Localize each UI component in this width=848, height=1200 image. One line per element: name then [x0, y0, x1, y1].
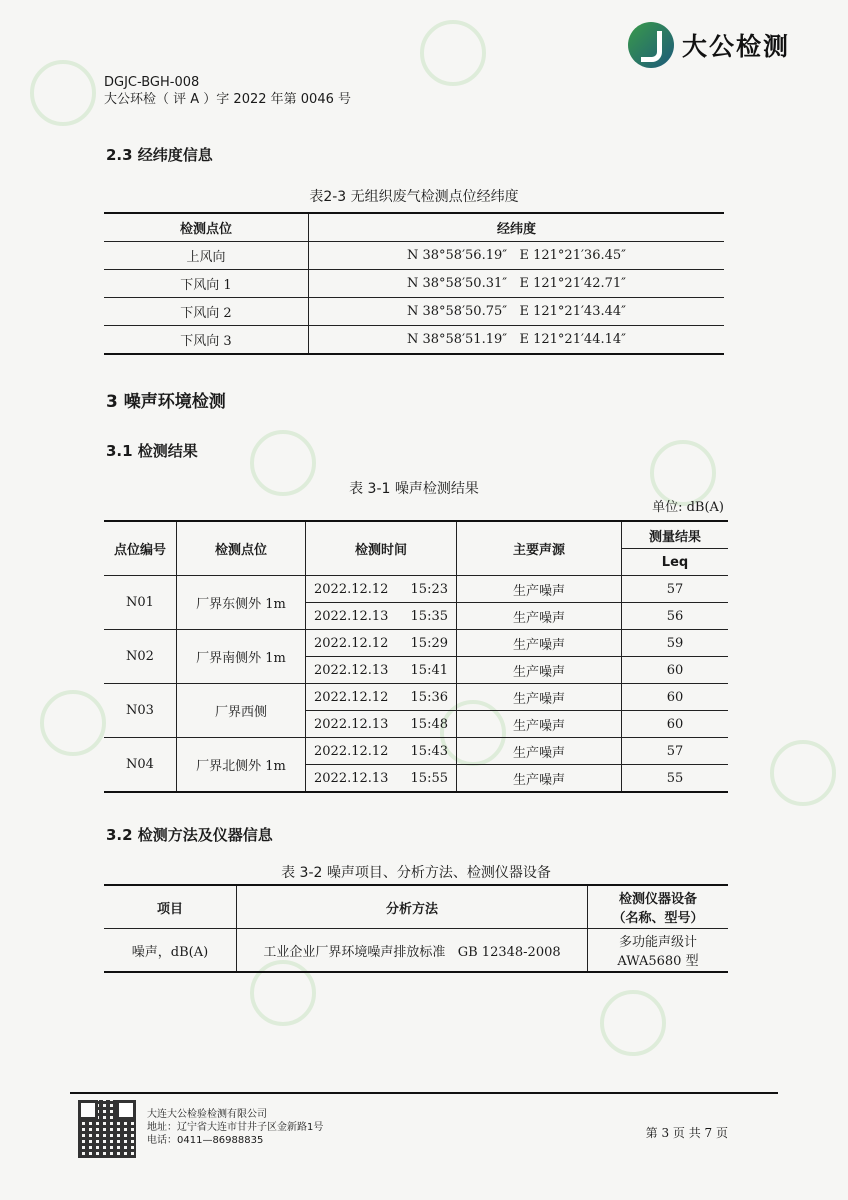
table-cell: 生产噪声: [457, 765, 622, 793]
table-header: 检测点位: [177, 521, 306, 576]
table-cell: N02: [104, 630, 177, 684]
table-cell: 生产噪声: [457, 684, 622, 711]
table-cell: N 38°58′50.31″ E 121°21′42.71″: [309, 270, 725, 298]
watermark-logo-icon: [30, 60, 96, 126]
table-header: 分析方法: [237, 885, 588, 929]
table-cell: 厂界西侧: [177, 684, 306, 738]
section-3-heading: 3 噪声环境检测: [106, 392, 226, 412]
table-header: 主要声源: [457, 521, 622, 576]
table-3-1-caption: 表 3-1 噪声检测结果: [349, 481, 479, 497]
footer-phone: 电话：0411—86988835: [147, 1135, 264, 1146]
table-cell: 厂界北侧外 1m: [177, 738, 306, 793]
table-cell: 2022.12.12 15:29: [306, 630, 457, 657]
table-row: [104, 326, 724, 355]
report-number: 大公环检（ 评 A ）字 2022 年第 0046 号: [104, 92, 351, 107]
table-row: [104, 738, 728, 765]
doc-code: DGJC-BGH-008: [104, 75, 200, 90]
section-3-2-heading: 3.2 检测方法及仪器信息: [106, 826, 273, 844]
page-number: 第 3 页 共 7 页: [645, 1126, 728, 1140]
table-cell: N 38°58′56.19″ E 121°21′36.45″: [309, 242, 725, 270]
table-cell: 生产噪声: [457, 711, 622, 738]
table-row: [104, 929, 728, 973]
footer-company-info: [147, 1108, 323, 1147]
table-header: 检测时间: [306, 521, 457, 576]
company-logo: [628, 22, 790, 68]
method-instrument-table: [104, 884, 728, 973]
table-header: 检测仪器设备 （名称、型号）: [588, 885, 729, 929]
table-3-2-caption: 表 3-2 噪声项目、分析方法、检测仪器设备: [281, 865, 551, 881]
table-row: [104, 270, 724, 298]
table-cell: 2022.12.12 15:36: [306, 684, 457, 711]
table-2-3-caption: 表2-3 无组织废气检测点位经纬度: [309, 189, 519, 205]
table-cell: 57: [622, 576, 729, 603]
watermark-logo-icon: [420, 20, 486, 86]
table-cell: 厂界南侧外 1m: [177, 630, 306, 684]
table-cell: 上风向: [104, 242, 309, 270]
footer-divider: [70, 1092, 778, 1094]
table-cell: 下风向 3: [104, 326, 309, 355]
table-cell: 2022.12.12 15:23: [306, 576, 457, 603]
table-cell: 60: [622, 684, 729, 711]
footer-company-name: 大连大公检验检测有限公司: [147, 1109, 267, 1120]
qr-code-icon: [78, 1100, 136, 1158]
table-header: Leq: [622, 549, 729, 576]
table-cell: 56: [622, 603, 729, 630]
table-cell: 2022.12.13 15:55: [306, 765, 457, 793]
footer-address: 地址：辽宁省大连市甘井子区金新路1号: [147, 1122, 324, 1133]
table-cell: 工业企业厂界环境噪声排放标准 GB 12348-2008: [237, 929, 588, 973]
table-header: 检测点位: [104, 213, 309, 242]
table-header: 测量结果: [622, 521, 729, 549]
table-cell: 生产噪声: [457, 657, 622, 684]
table-header: 项目: [104, 885, 237, 929]
table-cell: 2022.12.13 15:41: [306, 657, 457, 684]
table-cell: 生产噪声: [457, 603, 622, 630]
table-header: 点位编号: [104, 521, 177, 576]
table-row: [104, 576, 728, 603]
table-cell: 下风向 2: [104, 298, 309, 326]
watermark-logo-icon: [40, 690, 106, 756]
table-cell: 2022.12.13 15:48: [306, 711, 457, 738]
table-cell: N 38°58′51.19″ E 121°21′44.14″: [309, 326, 725, 355]
table-row: [104, 684, 728, 711]
logo-text: 大公检测: [681, 32, 790, 61]
table-cell: 生产噪声: [457, 738, 622, 765]
table-cell: 55: [622, 765, 729, 793]
table-row: [104, 242, 724, 270]
table-cell: 多功能声级计 AWA5680 型: [588, 929, 729, 973]
table-cell: 噪声，dB(A): [104, 929, 237, 973]
table-row: [104, 630, 728, 657]
table-cell: 2022.12.13 15:35: [306, 603, 457, 630]
section-3-1-heading: 3.1 检测结果: [106, 442, 198, 460]
table-cell: 60: [622, 657, 729, 684]
table-cell: 厂界东侧外 1m: [177, 576, 306, 630]
table-cell: 57: [622, 738, 729, 765]
table-cell: N 38°58′50.75″ E 121°21′43.44″: [309, 298, 725, 326]
section-2-3-heading: 2.3 经纬度信息: [106, 146, 213, 164]
table-cell: N01: [104, 576, 177, 630]
watermark-logo-icon: [600, 990, 666, 1056]
noise-results-table: [104, 520, 728, 793]
table-cell: 下风向 1: [104, 270, 309, 298]
table-row: [104, 298, 724, 326]
watermark-logo-icon: [770, 740, 836, 806]
table-cell: 59: [622, 630, 729, 657]
table-cell: 60: [622, 711, 729, 738]
table-cell: 生产噪声: [457, 576, 622, 603]
table-header: 经纬度: [309, 213, 725, 242]
table-cell: N04: [104, 738, 177, 793]
table-cell: 生产噪声: [457, 630, 622, 657]
logo-mark-icon: [628, 22, 674, 68]
document-code-block: [104, 74, 351, 108]
coordinates-table: [104, 212, 724, 355]
table-cell: N03: [104, 684, 177, 738]
table-cell: 2022.12.12 15:43: [306, 738, 457, 765]
unit-label: 单位: dB(A): [652, 500, 724, 515]
